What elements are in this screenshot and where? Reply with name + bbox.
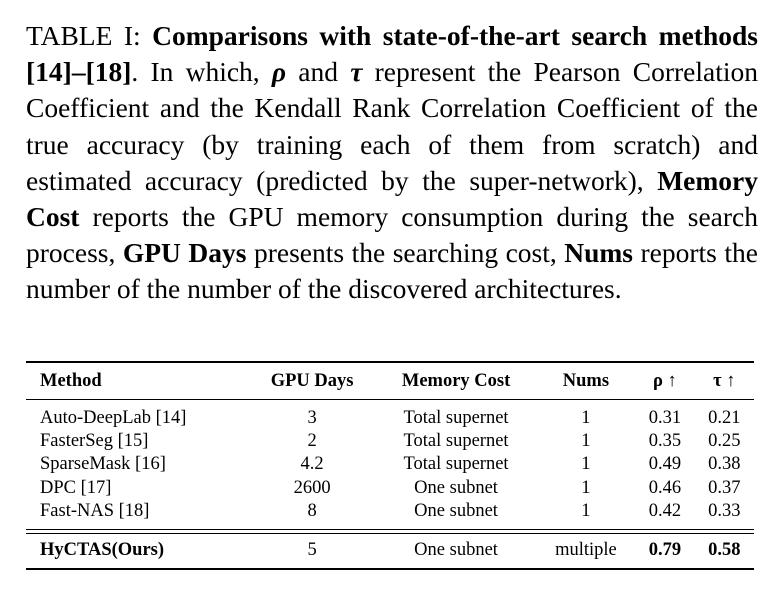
header-tau: τ ↑	[713, 370, 736, 391]
cell-gpu-days: 5	[307, 540, 317, 561]
cell-nums: multiple	[555, 540, 617, 561]
cell-memory-cost: One subnet	[414, 540, 498, 561]
caption-memory-cost: Memory Cost	[26, 164, 758, 233]
cell-memory-cost: Total supernet	[403, 408, 509, 429]
cell-rho: 0.79	[648, 540, 682, 561]
cell-method: DPC [17]	[40, 477, 112, 498]
cell-method: FasterSeg [15]	[40, 431, 149, 452]
header-method: Method	[40, 370, 102, 391]
caption-title: Comparisons with state-of-the-art search methods [14]–[18]	[26, 20, 758, 88]
cell-tau: 0.38	[708, 454, 741, 475]
cell-method: Fast-NAS [18]	[40, 500, 150, 521]
caption-text-2: and	[286, 56, 351, 88]
cell-gpu-days: 4.2	[300, 454, 324, 475]
comparison-table	[26, 361, 754, 570]
table-row	[26, 430, 754, 453]
table-row	[26, 500, 754, 530]
cell-nums: 1	[581, 454, 591, 475]
tau-symbol: τ	[350, 56, 363, 88]
cell-method: SparseMask [16]	[40, 454, 166, 475]
cell-memory-cost: One subnet	[414, 477, 498, 498]
cell-method: HyCTAS(Ours)	[40, 540, 165, 561]
caption-text-1: . In which,	[131, 56, 272, 88]
cell-tau: 0.25	[708, 431, 741, 452]
cell-rho: 0.49	[648, 454, 682, 475]
cell-gpu-days: 8	[307, 500, 317, 521]
caption-text-6: reports the number of the number of the discovered architectures.	[26, 237, 758, 305]
caption-label: TABLE I:	[26, 20, 153, 51]
cell-tau: 0.58	[708, 540, 741, 561]
cell-rho: 0.42	[648, 500, 682, 521]
header-gpu-days: GPU Days	[270, 370, 354, 391]
cell-nums: 1	[581, 431, 591, 452]
cell-rho: 0.35	[648, 431, 682, 452]
caption-nums: Nums	[564, 237, 634, 269]
cell-tau: 0.37	[708, 477, 741, 498]
table-row	[26, 453, 754, 476]
table-header-row	[26, 362, 754, 400]
cell-nums: 1	[581, 500, 591, 521]
cell-memory-cost: Total supernet	[403, 431, 509, 452]
cell-nums: 1	[581, 477, 591, 498]
cell-method: Auto-DeepLab [14]	[40, 408, 187, 429]
table-row	[26, 400, 754, 431]
cell-nums: 1	[581, 408, 591, 429]
caption-text-3: represent the Pearson Correlation Coefficient and the Kendall Rank Correlation Coefficient of the true accuracy (by training each of them from scratch) and estimated accuracy (predicted by the super-network),	[26, 56, 758, 196]
cell-memory-cost: One subnet	[414, 500, 498, 521]
comparison-table-wrap	[26, 361, 754, 570]
cell-memory-cost: Total supernet	[403, 454, 509, 475]
table-caption	[26, 18, 758, 308]
cell-tau: 0.21	[708, 408, 741, 429]
cell-gpu-days: 2600	[293, 477, 331, 498]
caption-gpu-days: GPU Days	[122, 237, 247, 269]
header-rho: ρ ↑	[653, 370, 677, 391]
rho-symbol: ρ	[271, 56, 287, 88]
header-memory-cost: Memory Cost	[401, 370, 511, 391]
cell-rho: 0.31	[648, 408, 682, 429]
cell-gpu-days: 2	[307, 431, 317, 452]
cell-tau: 0.33	[708, 500, 741, 521]
caption-text-5: presents the searching cost,	[246, 237, 565, 269]
table-row	[26, 477, 754, 500]
cell-rho: 0.46	[648, 477, 682, 498]
caption-text-4: reports the GPU memory consumption during the search process,	[26, 201, 758, 269]
cell-gpu-days: 3	[307, 408, 317, 429]
table-row-ours	[26, 533, 754, 569]
header-nums: Nums	[562, 370, 610, 391]
